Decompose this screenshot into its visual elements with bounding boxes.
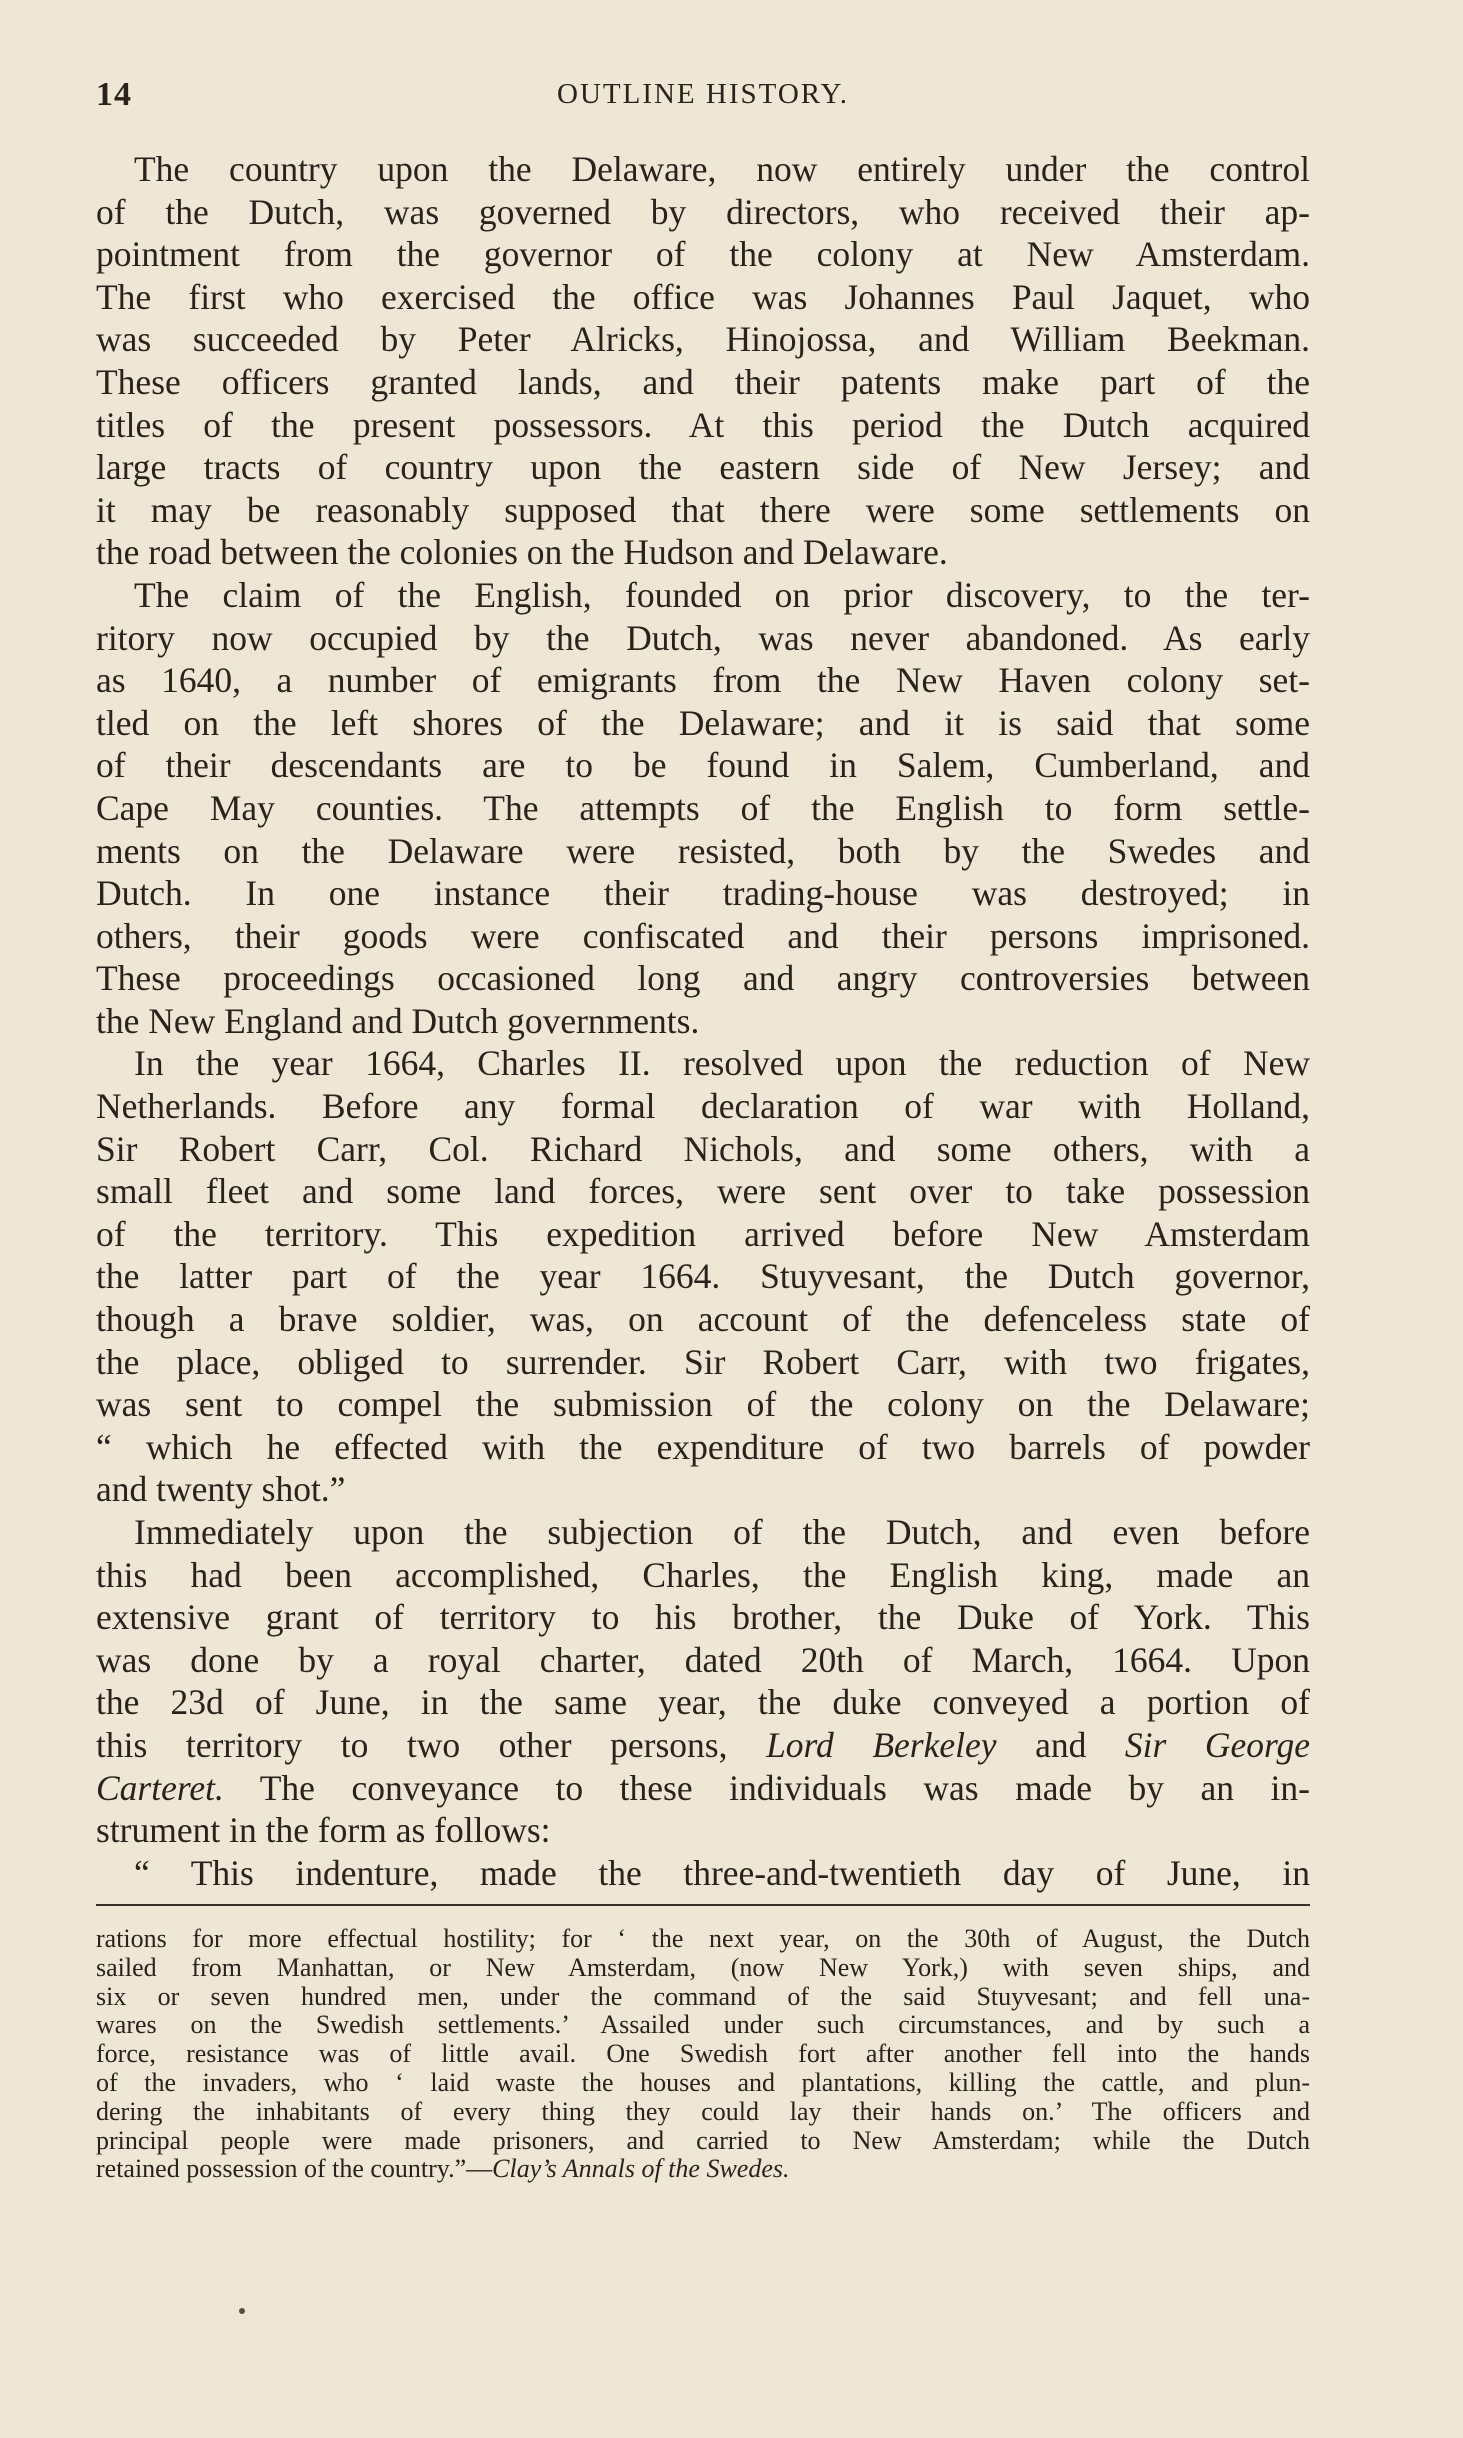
body-line: “ This indenture, made the three-and-twentieth day of June, in [134, 1852, 1310, 1893]
body-line: of the Dutch, was governed by directors, who received their ap- [96, 191, 1310, 232]
body-line: the latter part of the year 1664. Stuyvesant, the Dutch governor, [96, 1256, 1310, 1297]
body-line: tled on the left shores of the Delaware; and it is said that some [96, 702, 1310, 743]
running-head: OUTLINE HISTORY. [557, 78, 849, 110]
footnote-line: wares on the Swedish settlements.’ Assailed under such circumstances, and by such a [96, 2010, 1310, 2040]
body-line: was succeeded by Peter Alricks, Hinojossa, and William Beekman. [96, 319, 1310, 360]
body-line: the New England and Dutch governments. [96, 1000, 700, 1041]
body-line: The claim of the English, founded on prior discovery, to the ter- [134, 574, 1310, 615]
body-line: These proceedings occasioned long and angry controversies between [96, 958, 1310, 999]
page-number: 14 [96, 76, 132, 113]
footnote-line: force, resistance was of little avail. One Swedish fort after another fell into the hands [96, 2039, 1310, 2069]
body-line: These officers granted lands, and their patents make part of the [96, 361, 1310, 402]
body-line: “ which he effected with the expenditure of two barrels of powder [96, 1426, 1310, 1467]
footnote-line: of the invaders, who ‘ laid waste the houses and plantations, killing the cattle, and plun- [96, 2067, 1310, 2097]
footnote [96, 1925, 1310, 2184]
body-line: extensive grant of territory to his brother, the Duke of York. This [96, 1597, 1310, 1638]
footnote-line: six or seven hundred men, under the command of the said Stuyvesant; and fell una- [96, 1981, 1310, 2011]
body-line: the 23d of June, in the same year, the duke conveyed a portion of [96, 1682, 1310, 1723]
body-line: Netherlands. Before any formal declaration of war with Holland, [96, 1086, 1310, 1127]
footnote-line: sailed from Manhattan, or New Amsterdam, (now New York,) with seven ships, and [96, 1952, 1310, 1982]
body-line: Sir Robert Carr, Col. Richard Nichols, and some others, with a [96, 1128, 1310, 1169]
body-text [96, 148, 1310, 1894]
body-line: this territory to two other persons, Lord Berkeley and Sir George [96, 1724, 1311, 1765]
body-line: though a brave soldier, was, on account of the defenceless state of [96, 1299, 1310, 1340]
body-line: it may be reasonably supposed that there were some settlements on [96, 489, 1310, 530]
body-line: Dutch. In one instance their trading-house was destroyed; in [96, 873, 1310, 914]
body-line: as 1640, a number of emigrants from the New Haven colony set- [96, 660, 1310, 701]
footnote-divider [96, 1904, 1310, 1906]
body-line: titles of the present possessors. At this period the Dutch acquired [96, 404, 1310, 445]
body-line: small fleet and some land forces, were sent over to take possession [96, 1171, 1310, 1212]
print-speck [239, 2308, 245, 2314]
page-header [96, 70, 1310, 120]
body-line: The country upon the Delaware, now entirely under the control [134, 149, 1310, 189]
body-line: ritory now occupied by the Dutch, was never abandoned. As early [96, 617, 1310, 658]
body-line: Immediately upon the subjection of the Dutch, and even before [134, 1512, 1310, 1552]
body-line: ments on the Delaware were resisted, both by the Swedes and [96, 830, 1310, 871]
body-line: Cape May counties. The attempts of the English to form settle- [96, 787, 1310, 828]
body-line: was done by a royal charter, dated 20th of March, 1664. Upon [96, 1639, 1310, 1680]
body-line: pointment from the governor of the colony at New Amsterdam. [96, 234, 1310, 275]
body-line: and twenty shot.” [96, 1469, 346, 1510]
body-line: was sent to compel the submission of the colony on the Delaware; [96, 1384, 1310, 1425]
body-line: large tracts of country upon the eastern side of New Jersey; and [96, 447, 1310, 488]
body-line: strument in the form as follows: [96, 1810, 551, 1851]
body-line: Carteret. The conveyance to these individuals was made by an in- [96, 1767, 1310, 1808]
body-line: others, their goods were confiscated and their persons imprisoned. [96, 915, 1310, 956]
footnote-line: rations for more effectual hostility; for ‘ the next year, on the 30th of August, the Dutch [96, 1924, 1310, 1953]
footnote-line: principal people were made prisoners, and carried to New Amsterdam; while the Dutch [96, 2125, 1310, 2155]
footnote-line: retained possession of the country.”—Clay’s Annals of the Swedes. [96, 2154, 790, 2184]
body-line: this had been accomplished, Charles, the English king, made an [96, 1554, 1310, 1595]
body-line: of their descendants are to be found in Salem, Cumberland, and [96, 745, 1310, 786]
body-line: of the territory. This expedition arrived before New Amsterdam [96, 1213, 1310, 1254]
body-line: The first who exercised the office was Johannes Paul Jaquet, who [96, 276, 1310, 317]
body-line: the place, obliged to surrender. Sir Robert Carr, with two frigates, [96, 1341, 1310, 1382]
footnote-line: dering the inhabitants of every thing they could lay their hands on.’ The officers and [96, 2096, 1310, 2126]
body-line: In the year 1664, Charles II. resolved upon the reduction of New [134, 1043, 1310, 1084]
body-line: the road between the colonies on the Hudson and Delaware. [96, 532, 948, 573]
